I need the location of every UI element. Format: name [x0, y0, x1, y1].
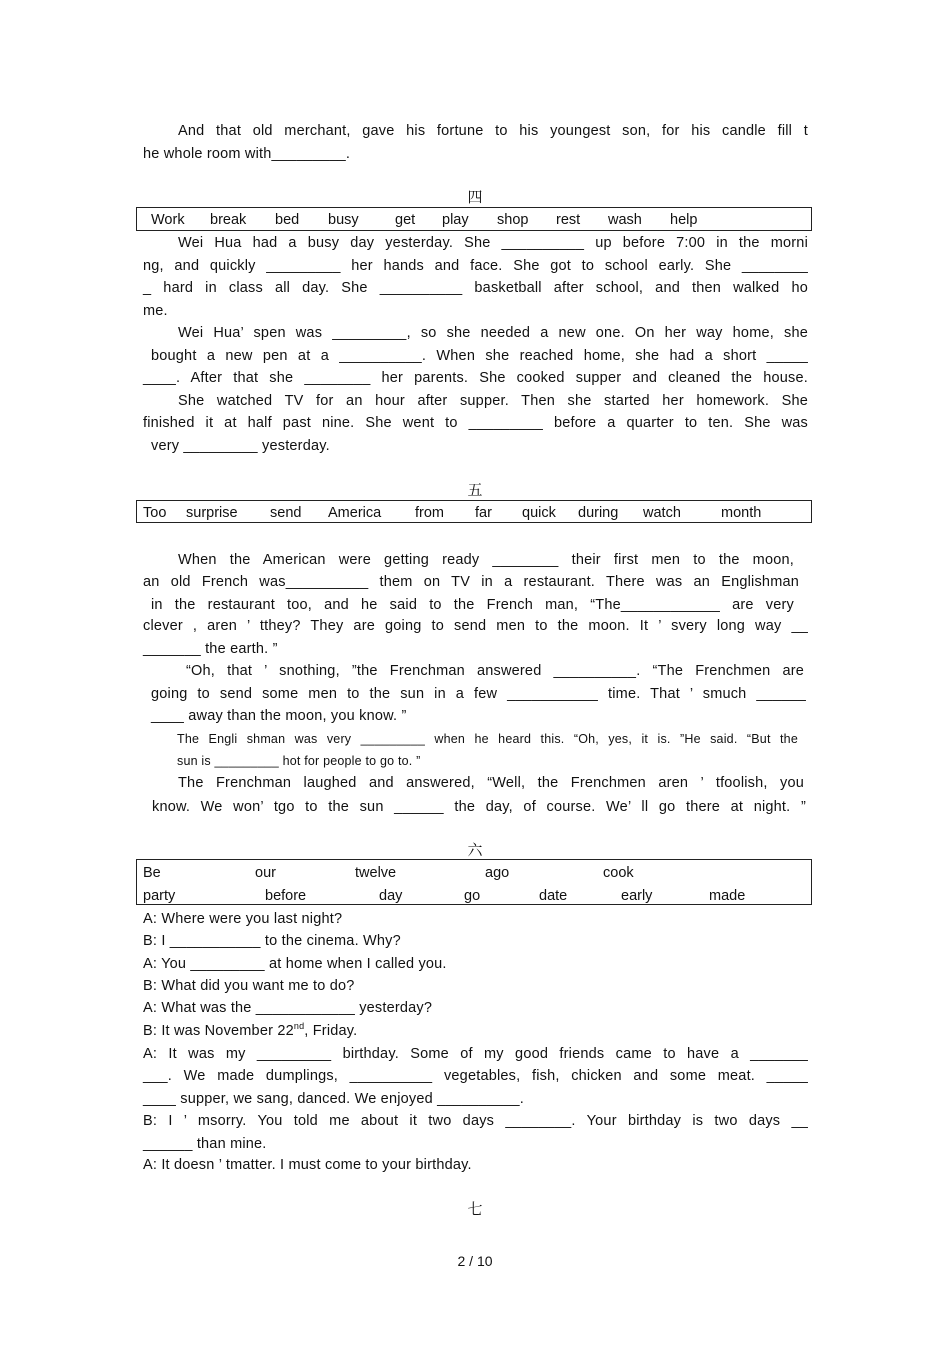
section-5-line: in the restaurant too, and he said to the French man, “The____________ are very — [151, 597, 794, 613]
dialogue-line: A: You _________ at home when I called you. — [143, 956, 447, 972]
section-5-heading: 五 — [467, 481, 483, 499]
word-bank-item: date — [539, 888, 568, 904]
section-5-line: an old French was__________ them on TV in a restaurant. There was an Englishman — [143, 574, 799, 590]
word-bank-item: Too — [143, 505, 167, 521]
word-bank-item: day — [379, 888, 403, 904]
dialogue-line: A: What was the ____________ yesterday? — [143, 1000, 433, 1016]
section-4-line: bought a new pen at a __________. When she reached home, she had a short _____ — [151, 348, 808, 364]
dialogue-line: ___. We made dumplings, __________ vegetables, fish, chicken and some meat. _____ — [143, 1068, 808, 1084]
word-bank-item: Work — [151, 212, 185, 228]
section-5-line: The Engli shman was very _________ when he heard this. “Oh, yes, it is. ”He said. “But the — [177, 732, 798, 746]
section-7-heading: 七 — [467, 1200, 483, 1218]
dialogue-line: A: It was my _________ birthday. Some of my good friends came to have a _______ — [143, 1046, 808, 1062]
word-bank-item: made — [709, 888, 746, 904]
word-bank-item: busy — [328, 212, 359, 228]
word-bank-item: before — [265, 888, 307, 904]
word-bank-item: quick — [522, 505, 556, 521]
word-bank-item: rest — [556, 212, 581, 228]
word-bank-item: from — [415, 505, 444, 521]
word-bank-item: during — [578, 505, 619, 521]
section-4-line: me. — [143, 303, 168, 319]
dialogue-date-tail: , Friday. — [304, 1023, 358, 1039]
word-bank-item: help — [670, 212, 698, 228]
word-bank-item: shop — [497, 212, 529, 228]
section-5-line: going to send some men to the sun in a few ___________ time. That ’ smuch ______ — [151, 686, 806, 702]
section-5-line: clever , aren ’ tthey? They are going to send men to the moon. It ’ svery long way __ — [143, 618, 808, 634]
section-5-word-box — [136, 500, 812, 523]
dialogue-line: A: It doesn ’ tmatter. I must come to your birthday. — [143, 1157, 472, 1173]
dialogue-line: ______ than mine. — [143, 1136, 267, 1152]
section-4-line: _ hard in class all day. She __________ basketball after school, and then walked ho — [143, 280, 808, 296]
word-bank-item: Be — [143, 865, 161, 881]
word-bank-item: play — [442, 212, 469, 228]
section-4-line: very _________ yesterday. — [151, 438, 330, 454]
dialogue-line: B: What did you want me to do? — [143, 978, 355, 994]
word-bank-item: far — [475, 505, 492, 521]
section-5-line: ____ away than the moon, you know. ” — [151, 708, 407, 724]
section-6-heading: 六 — [467, 841, 483, 859]
page-number: 2 / 10 — [457, 1253, 493, 1269]
section-4-word-box — [136, 207, 812, 231]
section-5-line: “Oh, that ’ snothing, ”the Frenchman answered __________. “The Frenchmen are — [186, 663, 804, 679]
dialogue-line-date — [143, 1022, 808, 1040]
section-4-line: She watched TV for an hour after supper. Then she started her homework. She — [178, 393, 808, 409]
word-bank-item: early — [621, 888, 653, 904]
word-bank-item: go — [464, 888, 481, 904]
intro-line-2: he whole room with_________. — [143, 146, 351, 162]
section-4-line: Wei Hua had a busy day yesterday. She __________ up before 7:00 in the morni — [178, 235, 808, 251]
section-4-line: finished it at half past nine. She went to _________ before a quarter to ten. She was — [143, 415, 808, 431]
word-bank-item: surprise — [186, 505, 238, 521]
section-5-line: The Frenchman laughed and answered, “Well, the Frenchmen aren ’ tfoolish, you — [178, 775, 804, 791]
date-ordinal-suffix: nd — [293, 1021, 305, 1031]
section-4-line: ng, and quickly _________ her hands and face. She got to school early. She ________ — [143, 258, 808, 274]
dialogue-line: A: Where were you last night? — [143, 911, 343, 927]
word-bank-item: break — [210, 212, 247, 228]
section-5-line: When the American were getting ready ________ their first men to the moon, — [178, 552, 794, 568]
word-bank-item: watch — [643, 505, 681, 521]
word-bank-item: party — [143, 888, 176, 904]
dialogue-date-text: B: It was November 22 — [143, 1023, 294, 1039]
word-bank-item: America — [328, 505, 382, 521]
section-5-line: know. We won’ tgo to the sun ______ the day, of course. We’ ll go there at night. ” — [152, 799, 806, 815]
dialogue-line: B: I ___________ to the cinema. Why? — [143, 933, 401, 949]
section-6-word-box — [136, 859, 812, 905]
section-4-line: ____. After that she ________ her parents. She cooked supper and cleaned the house. — [143, 370, 808, 386]
section-5-line: sun is _________ hot for people to go to. ” — [177, 754, 421, 768]
dialogue-line: ____ supper, we sang, danced. We enjoyed __________. — [143, 1091, 524, 1107]
word-bank-item: our — [255, 865, 276, 881]
word-bank-item: twelve — [355, 865, 397, 881]
word-bank-item: bed — [275, 212, 300, 228]
dialogue-line: B: I ’ msorry. You told me about it two days ________. Your birthday is two days __ — [143, 1113, 808, 1129]
word-bank-item: wash — [608, 212, 642, 228]
word-bank-item: get — [395, 212, 416, 228]
section-5-line: _______ the earth. ” — [143, 641, 278, 657]
word-bank-item: send — [270, 505, 302, 521]
intro-line-1: And that old merchant, gave his fortune to his youngest son, for his candle fill t — [178, 123, 808, 139]
section-4-heading: 四 — [467, 188, 483, 206]
section-4-line: Wei Hua’ spen was _________, so she needed a new one. On her way home, she — [178, 325, 808, 341]
word-bank-item: ago — [485, 865, 510, 881]
word-bank-item: cook — [603, 865, 634, 881]
word-bank-item: month — [721, 505, 762, 521]
